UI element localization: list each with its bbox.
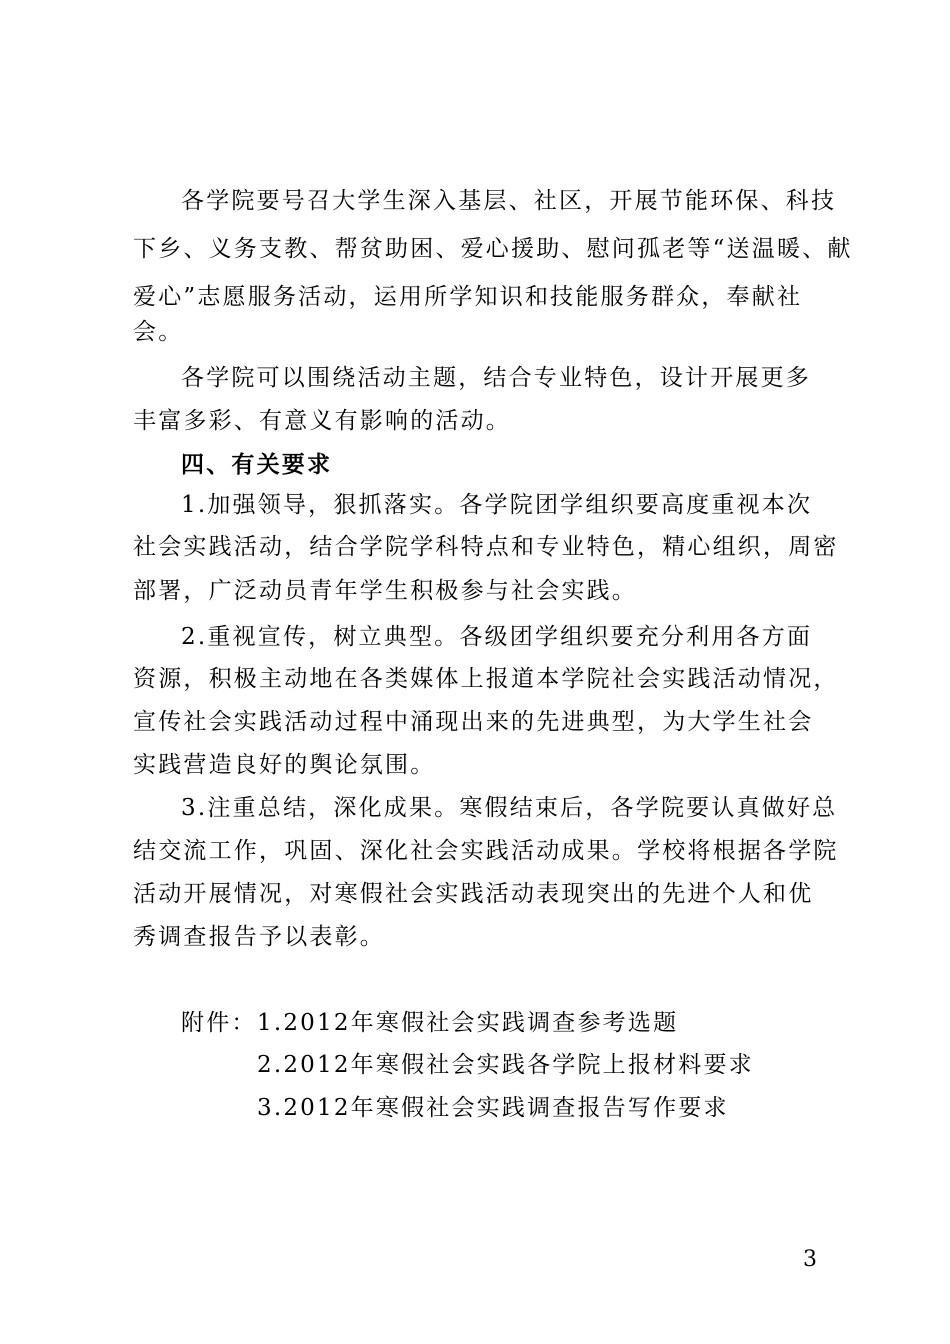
requirement-3-line-1: 3.注重总结，深化成果。寒假结束后，各学院要认真做好总 [181,795,838,821]
requirement-2-line-1: 2.重视宣传，树立典型。各级团学组织要充分利用各方面 [181,624,813,650]
attachment-item-2: 2.2012年寒假社会实践各学院上报材料要求 [257,1052,754,1078]
requirement-2-line-2: 资源，积极主动地在各类媒体上报道本学院社会实践活动情况， [133,666,839,692]
paragraph-1-line-2: 下乡、义务支教、帮贫助困、爱心援助、慰问孤老等“送温暖、献 [133,236,853,262]
section-heading: 四、有关要求 [181,451,333,478]
paragraph-1-line-4: 会。 [133,319,184,345]
requirement-3-line-4: 秀调查报告予以表彰。 [133,924,385,950]
page-number: 3 [803,1247,817,1272]
attachment-item-1: 1.2012年寒假社会实践调查参考选题 [257,1010,679,1036]
paragraph-2-line-2: 丰富多彩、有意义有影响的活动。 [133,408,511,434]
requirement-3-line-2: 结交流工作，巩固、深化社会实践活动成果。学校将根据各学院 [133,838,839,864]
requirement-1-line-3: 部署，广泛动员青年学生积极参与社会实践。 [133,578,637,604]
requirement-3-line-3: 活动开展情况，对寒假社会实践活动表现突出的先进个人和优 [133,881,814,907]
requirement-1-line-2: 社会实践活动，结合学院学科特点和专业特色，精心组织，周密 [133,534,839,560]
requirement-1-line-1: 1.加强领导，狠抓落实。各学院团学组织要高度重视本次 [181,492,813,518]
paragraph-2-line-1: 各学院可以围绕活动主题，结合专业特色，设计开展更多 [181,365,811,391]
paragraph-1-line-3: 爱心”志愿服务活动，运用所学知识和技能服务群众，奉献社 [133,284,803,310]
paragraph-1-line-1: 各学院要号召大学生深入基层、社区，开展节能环保、科技 [181,188,837,214]
attachment-item-3: 3.2012年寒假社会实践调查报告写作要求 [257,1095,729,1121]
requirement-2-line-4: 实践营造良好的舆论氛围。 [133,752,436,778]
attachments-label: 附件： [181,1010,257,1036]
requirement-2-line-3: 宣传社会实践活动过程中涌现出来的先进典型，为大学生社会 [133,709,814,735]
